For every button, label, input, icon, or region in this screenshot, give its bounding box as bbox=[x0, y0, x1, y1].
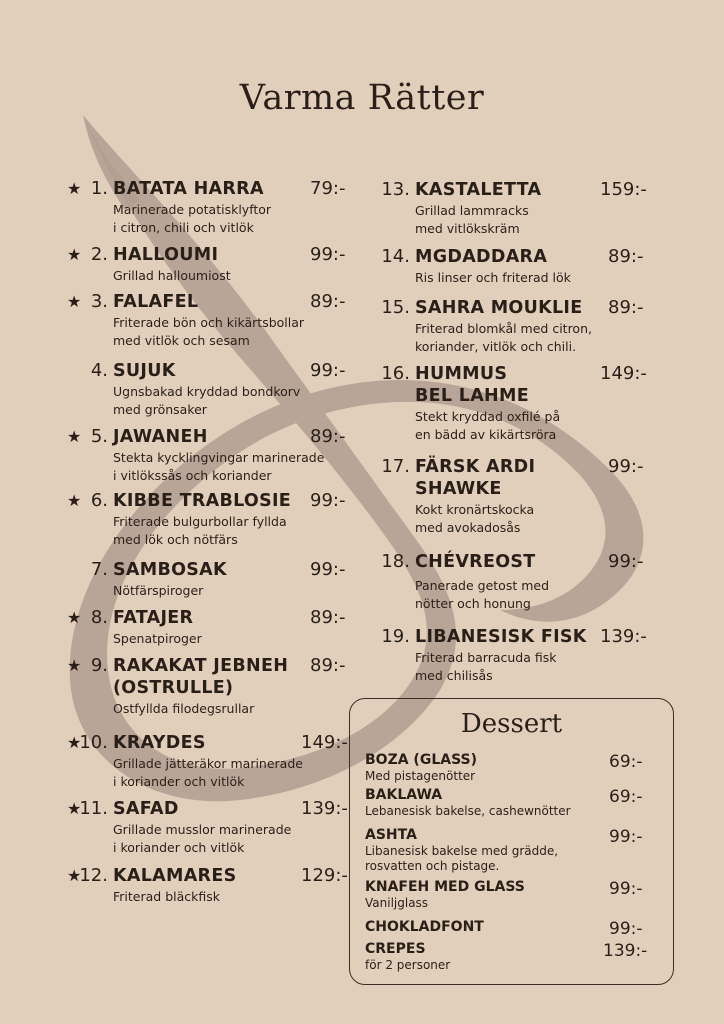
item-description: Nötfärspiroger bbox=[113, 583, 204, 598]
item-description: Friterad barracuda fisk bbox=[415, 650, 557, 665]
item-description: Spenatpiroger bbox=[113, 631, 202, 646]
dessert-price: 99:- bbox=[609, 919, 643, 939]
item-name: FATAJER bbox=[113, 608, 194, 628]
item-name: JAWANEH bbox=[113, 427, 208, 447]
item-number: 1. bbox=[90, 178, 108, 199]
menu-item bbox=[381, 551, 644, 612]
item-price: 99:- bbox=[310, 490, 346, 511]
dessert-name: ASHTA bbox=[365, 827, 417, 843]
item-price: 149:- bbox=[301, 732, 348, 753]
item-price: 79:- bbox=[310, 178, 346, 199]
item-description: Grillade jätteräkor marinerade bbox=[113, 756, 303, 771]
star-icon: ★ bbox=[67, 656, 82, 675]
item-name: KASTALETTA bbox=[415, 180, 542, 200]
item-description: med avokadosås bbox=[415, 520, 521, 535]
dessert-name: KNAFEH MED GLASS bbox=[365, 879, 525, 895]
dessert-description: Med pistagenötter bbox=[365, 769, 476, 783]
menu-item bbox=[67, 178, 346, 236]
item-description: Friterad blomkål med citron, bbox=[415, 321, 592, 336]
dessert-title: Dessert bbox=[460, 709, 563, 739]
dessert-name: BAKLAWA bbox=[365, 787, 443, 803]
item-number: 9. bbox=[90, 655, 108, 676]
item-name: KRAYDES bbox=[113, 733, 206, 753]
item-number: 16. bbox=[381, 363, 410, 384]
dessert-item bbox=[365, 752, 643, 784]
dessert-name: CHOKLADFONT bbox=[365, 919, 484, 935]
star-icon: ★ bbox=[67, 608, 82, 627]
item-price: 99:- bbox=[310, 559, 346, 580]
item-name: KALAMARES bbox=[113, 866, 237, 886]
item-name: BATATA HARRA bbox=[113, 179, 264, 199]
item-description: Panerade getost med bbox=[415, 578, 550, 593]
item-number: 4. bbox=[90, 360, 108, 381]
star-icon: ★ bbox=[67, 427, 82, 446]
item-price: 99:- bbox=[310, 360, 346, 381]
dessert-price: 69:- bbox=[609, 787, 643, 807]
dessert-item bbox=[365, 941, 648, 973]
item-name: MGDADDARA bbox=[415, 247, 548, 267]
dessert-price: 99:- bbox=[609, 879, 643, 899]
item-name: SAMBOSAK bbox=[113, 560, 227, 580]
menu-item bbox=[381, 456, 644, 536]
dessert-description: Libanesisk bakelse med grädde, bbox=[365, 844, 559, 858]
item-number: 18. bbox=[381, 551, 410, 572]
star-icon: ★ bbox=[67, 245, 82, 264]
dessert-item bbox=[365, 919, 643, 939]
item-description: med vitlök och sesam bbox=[113, 333, 250, 348]
menu-item bbox=[67, 732, 348, 790]
dessert-item bbox=[365, 827, 643, 874]
item-number: 13. bbox=[381, 179, 410, 200]
item-number: 12. bbox=[79, 865, 108, 886]
item-price: 89:- bbox=[310, 291, 346, 312]
menu-item bbox=[67, 655, 346, 717]
page-title: Varma Rätter bbox=[239, 78, 485, 118]
star-icon: ★ bbox=[67, 491, 82, 510]
item-name: LIBANESISK FISK bbox=[415, 627, 587, 647]
item-description: Kokt kronärtskocka bbox=[415, 502, 535, 517]
star-icon: ★ bbox=[67, 179, 82, 198]
item-price: 89:- bbox=[608, 246, 644, 267]
item-description: en bädd av kikärtsröra bbox=[415, 427, 557, 442]
dessert-name: BOZA (GLASS) bbox=[365, 752, 478, 768]
item-description: Stekta kycklingvingar marinerade bbox=[113, 450, 325, 465]
item-price: 139:- bbox=[301, 798, 348, 819]
menu-item bbox=[381, 246, 644, 286]
item-description: Stekt kryddad oxfilé på bbox=[415, 409, 561, 424]
dessert-price: 69:- bbox=[609, 752, 643, 772]
item-description: Marinerade potatisklyftor bbox=[113, 202, 272, 217]
dessert-description: Vaniljglass bbox=[365, 896, 429, 910]
item-number: 15. bbox=[381, 297, 410, 318]
item-description: med grönsaker bbox=[113, 402, 207, 417]
item-description: Grillad lammracks bbox=[415, 203, 529, 218]
item-price: 89:- bbox=[310, 607, 346, 628]
item-price: 139:- bbox=[600, 626, 647, 647]
item-description: i koriander och vitlök bbox=[113, 840, 245, 855]
dessert-description: rosvatten och pistage. bbox=[365, 859, 500, 873]
item-description: med chilisås bbox=[415, 668, 493, 683]
item-name: HUMMUS bbox=[415, 364, 508, 384]
item-number: 3. bbox=[90, 291, 108, 312]
dessert-section bbox=[349, 698, 674, 985]
dessert-description: för 2 personer bbox=[365, 958, 451, 972]
dessert-description: Lebanesisk bakelse, cashewnötter bbox=[365, 804, 571, 818]
item-description: Grillad halloumiost bbox=[113, 268, 231, 283]
item-price: 129:- bbox=[301, 865, 348, 886]
item-description: Ostfyllda filodegsrullar bbox=[113, 701, 255, 716]
item-number: 8. bbox=[90, 607, 108, 628]
menu-item bbox=[67, 490, 346, 548]
item-name-line2: BEL LAHME bbox=[415, 386, 529, 406]
item-description: Friterade bulgurbollar fyllda bbox=[113, 514, 287, 529]
star-icon: ★ bbox=[67, 292, 82, 311]
item-description: Grillade musslor marinerade bbox=[113, 822, 292, 837]
item-number: 5. bbox=[90, 426, 108, 447]
menu-item bbox=[67, 244, 346, 284]
menu-item bbox=[67, 291, 346, 349]
item-name: HALLOUMI bbox=[113, 245, 219, 265]
dessert-price: 99:- bbox=[609, 827, 643, 847]
item-price: 149:- bbox=[600, 363, 647, 384]
menu-item bbox=[381, 363, 647, 443]
item-price: 89:- bbox=[310, 655, 346, 676]
star-icon: ★ bbox=[67, 866, 82, 885]
dessert-name: CREPES bbox=[365, 941, 426, 957]
item-description: Ris linser och friterad lök bbox=[415, 270, 571, 285]
item-description: Friterad bläckfisk bbox=[113, 889, 220, 904]
item-name: CHÉVREOST bbox=[415, 552, 536, 572]
item-number: 7. bbox=[90, 559, 108, 580]
menu-item bbox=[67, 865, 348, 905]
item-price: 89:- bbox=[608, 297, 644, 318]
item-name-line2: (OSTRULLE) bbox=[113, 678, 234, 698]
star-icon: ★ bbox=[67, 733, 82, 752]
star-icon: ★ bbox=[67, 799, 82, 818]
item-description: koriander, vitlök och chili. bbox=[415, 339, 577, 354]
item-number: 6. bbox=[90, 490, 108, 511]
item-description: i vitlökssås och koriander bbox=[113, 468, 272, 483]
item-description: nötter och honung bbox=[415, 596, 531, 611]
item-number: 11. bbox=[79, 798, 108, 819]
menu-item bbox=[90, 360, 346, 418]
item-price: 159:- bbox=[600, 179, 647, 200]
item-number: 10. bbox=[79, 732, 108, 753]
dessert-item bbox=[365, 787, 643, 819]
item-name: SAHRA MOUKLIE bbox=[415, 298, 583, 318]
menu-item bbox=[381, 297, 644, 355]
item-description: Friterade bön och kikärtsbollar bbox=[113, 315, 305, 330]
item-description: Ugnsbakad kryddad bondkorv bbox=[113, 384, 301, 399]
item-price: 99:- bbox=[310, 244, 346, 265]
item-name: KIBBE TRABLOSIE bbox=[113, 491, 292, 511]
item-price: 99:- bbox=[608, 456, 644, 477]
menu-item bbox=[67, 607, 346, 647]
item-description: i koriander och vitlök bbox=[113, 774, 245, 789]
item-number: 17. bbox=[381, 456, 410, 477]
item-description: med lök och nötfärs bbox=[113, 532, 238, 547]
item-description: med vitlökskräm bbox=[415, 221, 520, 236]
dessert-price: 139:- bbox=[603, 941, 648, 961]
menu-item bbox=[67, 798, 348, 856]
menu-item bbox=[381, 179, 647, 237]
menu-item bbox=[90, 559, 346, 599]
item-name: SUJUK bbox=[113, 361, 176, 381]
item-number: 19. bbox=[381, 626, 410, 647]
item-price: 89:- bbox=[310, 426, 346, 447]
item-description: i citron, chili och vitlök bbox=[113, 220, 254, 235]
item-name-line2: SHAWKE bbox=[415, 479, 502, 499]
item-name: RAKAKAT JEBNEH bbox=[113, 656, 289, 676]
item-name: FALAFEL bbox=[113, 292, 199, 312]
item-price: 99:- bbox=[608, 551, 644, 572]
item-number: 2. bbox=[90, 244, 108, 265]
menu-item bbox=[381, 626, 647, 684]
menu-item bbox=[67, 426, 346, 484]
item-name: FÄRSK ARDI bbox=[415, 457, 536, 477]
item-number: 14. bbox=[381, 246, 410, 267]
dessert-item bbox=[365, 879, 643, 911]
item-name: SAFAD bbox=[113, 799, 179, 819]
